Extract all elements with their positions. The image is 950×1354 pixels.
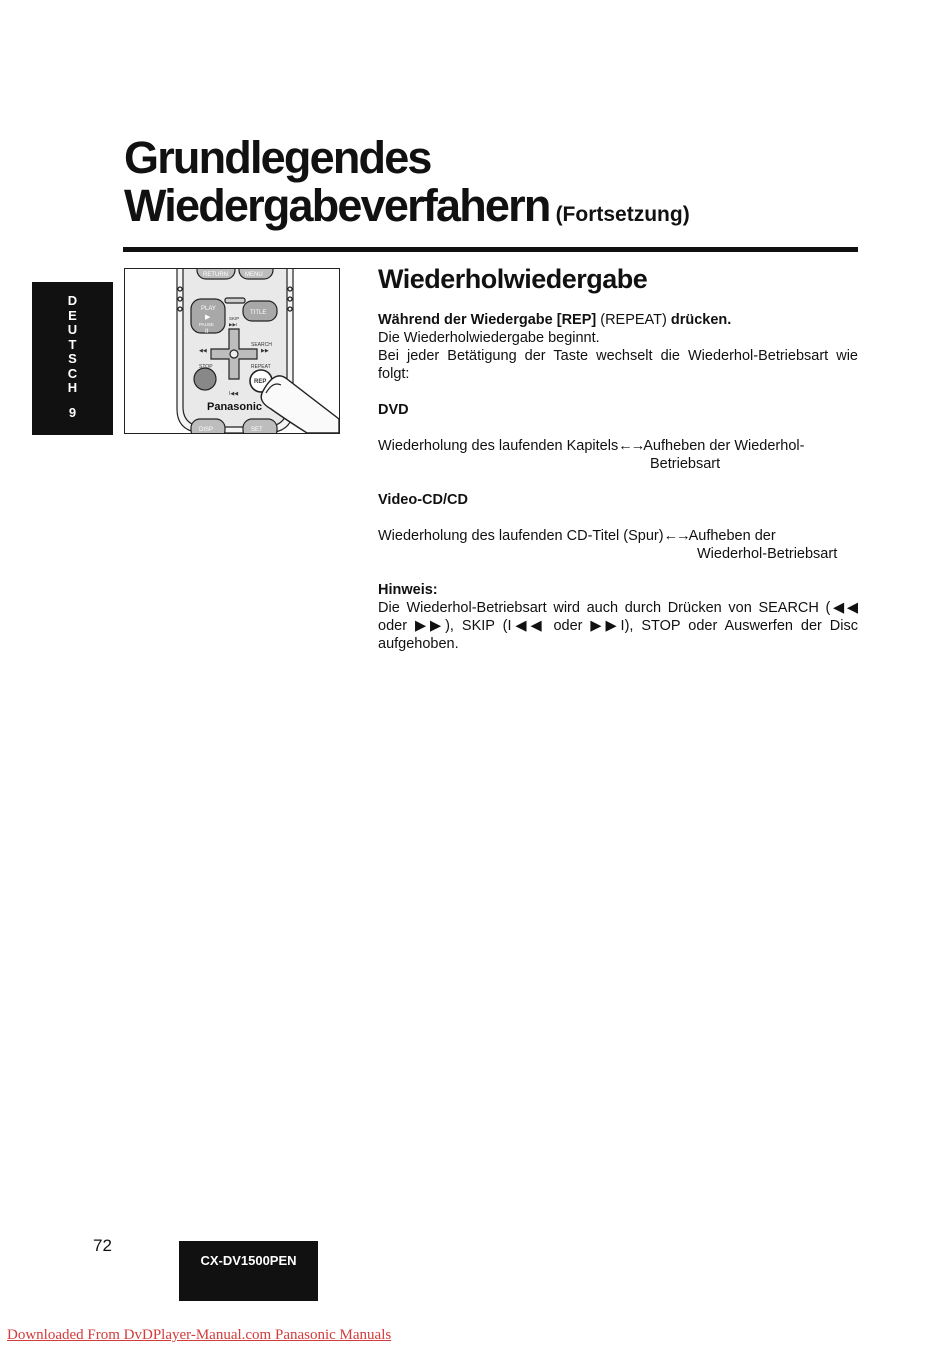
title-line-1: Grundlegendes xyxy=(124,132,431,183)
title-continuation: (Fortsetzung) xyxy=(555,203,690,226)
brand-logo: Panasonic xyxy=(207,401,263,413)
main-content xyxy=(378,262,858,653)
page-number: 72 xyxy=(93,1236,112,1255)
language-letters xyxy=(32,294,113,396)
instruction-normal: (REPEAT) xyxy=(596,312,671,328)
rep-button-label: REP xyxy=(254,379,267,385)
stop-label: STOP xyxy=(199,364,213,370)
pause-symbol: II xyxy=(205,329,209,335)
dvd-mode-left: Wiederholung des laufenden Kapitels xyxy=(378,438,619,454)
repeat-label: REPEAT xyxy=(251,364,271,370)
page-title xyxy=(124,134,690,239)
chapter-number: 9 xyxy=(68,405,77,420)
title-main: Wiedergabeverfahern xyxy=(124,180,550,231)
left-right-arrow-icon: ←→ xyxy=(663,528,689,544)
dvd-sequence-continuation: Betriebsart xyxy=(650,456,721,472)
previous-symbol: I◀◀ xyxy=(229,391,239,397)
tab-letter: S xyxy=(68,351,77,366)
vcd-label: Video-CD/CD xyxy=(378,492,468,508)
section-heading: Wiederholwiedergabe xyxy=(378,264,648,294)
tab-letter: H xyxy=(67,380,78,395)
set-label: SET xyxy=(251,427,263,433)
return-label: RETURN xyxy=(203,272,228,278)
vcd-sequence-continuation: Wiederhol-Betriebsart xyxy=(697,546,838,562)
source-link[interactable]: Downloaded From DvDPlayer-Manual.com Panasonic Manuals xyxy=(7,1327,392,1343)
skip-symbol: ▶▶I xyxy=(229,322,238,327)
mode-change-text: Bei jeder Betätigung der Taste wechselt die Wiederhol-Betriebsart wie folgt: xyxy=(378,348,858,382)
tab-letter: U xyxy=(67,322,78,337)
vcd-sequence-line xyxy=(378,527,858,545)
remote-control-illustration xyxy=(124,268,340,434)
dvd-label: DVD xyxy=(378,402,409,418)
pause-label: PAUSE xyxy=(199,322,214,327)
instruction-line xyxy=(378,311,858,329)
model-number: CX-DV1500PEN xyxy=(200,1253,297,1268)
play-symbol: ▶ xyxy=(205,314,211,321)
vcd-mode-left: Wiederholung des laufenden CD-Titel (Spur) xyxy=(378,528,664,544)
title-button-label: TITLE xyxy=(250,310,267,316)
tab-letter: C xyxy=(67,365,78,381)
instruction-bold-start: Während der Wiedergabe [REP] xyxy=(378,312,597,328)
skip-label: SKIP xyxy=(229,316,240,321)
dvd-sequence-line xyxy=(378,437,858,455)
remote-control-image xyxy=(125,269,339,433)
note-label: Hinweis: xyxy=(378,582,438,598)
search-label: SEARCH xyxy=(251,342,272,348)
model-badge xyxy=(179,1241,318,1301)
disp-label: DISP xyxy=(199,427,214,433)
forward-symbol: ▶▶ xyxy=(261,348,269,354)
title-rule xyxy=(123,247,858,252)
instruction-bold-end: drücken. xyxy=(670,312,732,328)
language-tab xyxy=(32,282,113,435)
tab-letter: T xyxy=(68,336,77,352)
vcd-mode-right: Aufheben der xyxy=(688,528,776,544)
menu-label: MENU xyxy=(245,272,263,278)
result-line: Die Wiederholwiedergabe beginnt. xyxy=(378,330,600,346)
tab-letter: D xyxy=(67,293,78,308)
play-label: PLAY xyxy=(201,306,216,312)
note-text: Die Wiederhol-Betriebsart wird auch durch Drücken von SEARCH (◀◀ oder ▶▶), SKIP (I◀◀ oder ▶▶I), STOP oder Auswerfen der Disc aufgehoben. xyxy=(378,600,858,652)
rewind-symbol: ◀◀ xyxy=(199,348,207,354)
dvd-mode-right: Aufheben der Wiederhol- xyxy=(643,438,805,454)
tab-letter: E xyxy=(68,307,77,323)
left-right-arrow-icon: ←→ xyxy=(618,438,644,454)
title-line-2 xyxy=(124,182,690,239)
